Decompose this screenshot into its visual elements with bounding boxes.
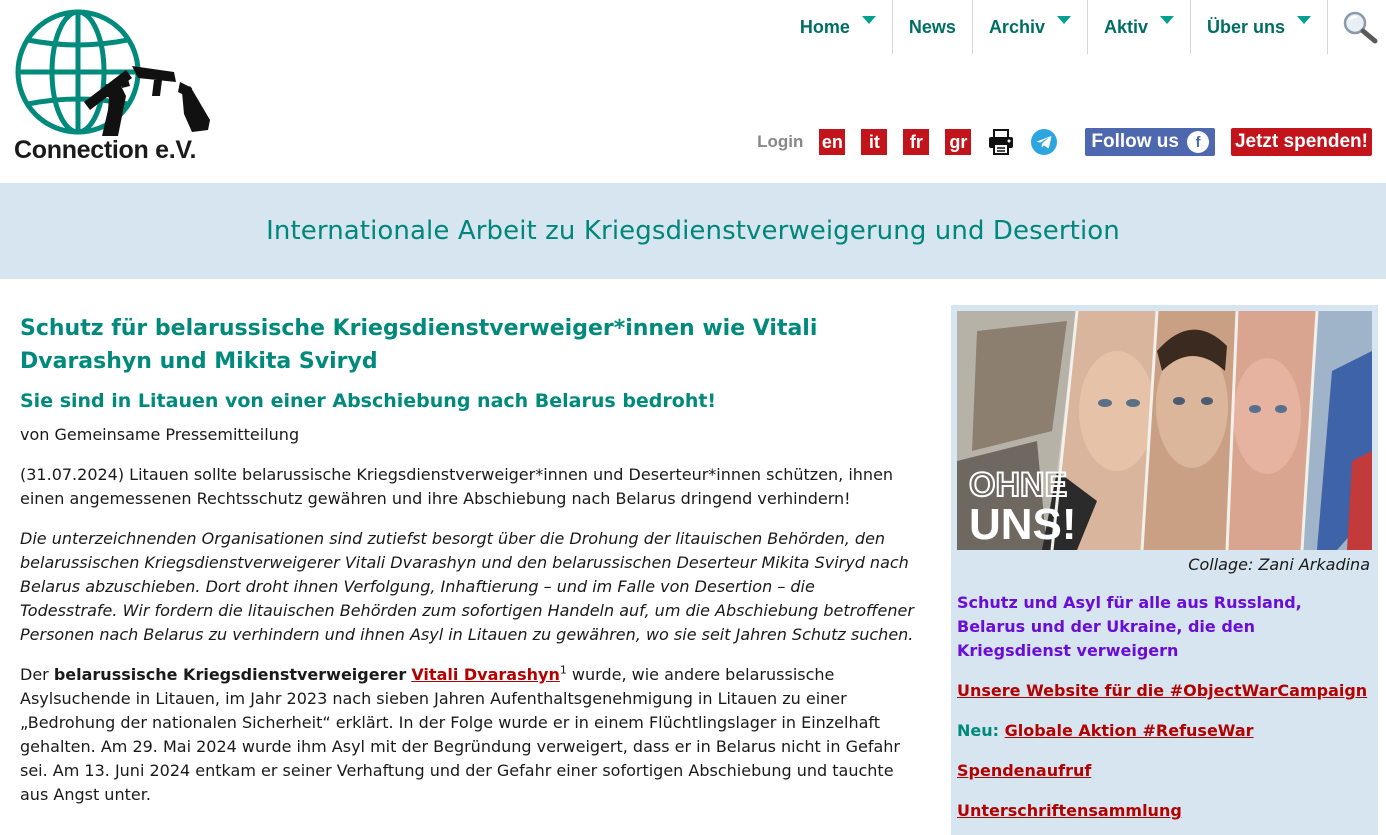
collage-text-line1: OHNE <box>969 466 1068 504</box>
collage-text-line2: UNS! <box>969 500 1077 549</box>
nav-item-label: News <box>908 16 956 37</box>
collage-caption: Collage: Zani Arkadina <box>1188 555 1370 574</box>
article-subtitle: Sie sind in Litauen von einer Abschiebung nach Belarus bedroht! <box>20 390 717 412</box>
sidebar-new-item <box>957 719 1373 743</box>
footnote-1-link[interactable]: 1 <box>559 663 567 677</box>
globe-logo-icon <box>14 6 214 138</box>
language-it-button[interactable]: it <box>861 129 887 155</box>
nav-item-home[interactable] <box>784 0 892 54</box>
caret-down-icon <box>1057 16 1071 24</box>
sidebar-highlight-text: Schutz und Asyl für alle aus Russland, Belarus und der Ukraine, die den Kriegsdienst verweigern <box>957 593 1302 660</box>
nav-item-aktiv[interactable] <box>1087 0 1190 54</box>
donate-button[interactable]: Jetzt spenden! <box>1231 128 1372 156</box>
sidebar <box>951 305 1378 835</box>
language-en-button[interactable]: en <box>819 129 845 155</box>
login-link[interactable]: Login <box>757 132 804 151</box>
unterschriftensammlung-link[interactable]: Unterschriftensammlung <box>957 801 1182 820</box>
paragraph-text: Der <box>20 665 54 684</box>
paragraph-bold-text: belarussische Kriegsdienstverweigerer <box>53 665 407 684</box>
article-byline: von Gemeinsame Pressemitteilung <box>20 425 300 444</box>
collage-image[interactable] <box>957 311 1372 550</box>
vitali-dvarashyn-link[interactable]: Vitali Dvarashyn <box>411 665 560 684</box>
site-tagline: Internationale Arbeit zu Kriegsdienstverweigerung und Desertion <box>266 216 1120 246</box>
nav-item-ueber-uns[interactable] <box>1190 0 1327 54</box>
article-quote: Die unterzeichnenden Organisationen sind zutiefst besorgt über die Drohung der litauischen Behörden, den belarussischen Kriegsdienstverweigerer Vitali Dvarashyn und den belarussischen Deserteur Mikita Sviryd nach Belarus abzuschieben. Dort droht ihnen Verfolgung, Inhaftierung – und im Falle von Desertion – die Todesstrafe. Wir fordern die litauischen Behörden zum sofortigen Handeln auf, um die Abschiebung betroffener Personen nach Belarus zu verhindern und ihnen Asyl in Litauen zu gewähren, wo sie seit Jahren Schutz suchen. <box>20 529 914 644</box>
caret-down-icon <box>1297 16 1311 24</box>
site-logo[interactable] <box>14 6 214 166</box>
article-content <box>20 312 915 807</box>
tagline-banner <box>0 183 1386 279</box>
follow-us-facebook-button[interactable] <box>1085 128 1215 156</box>
sidebar-campaign-item <box>957 679 1373 703</box>
caret-down-icon <box>862 16 876 24</box>
paragraph-text: wurde, wie andere belarussische Asylsuchende in Litauen, im Jahr 2023 nach sieben Jahren Aufenthaltsgenehmigung in Litauen zu einer „Bedrohung der nationalen Sicherheit“ erklärt. In der Folge wurde er in einem Flüchtlingslager in Einzelhaft gehalten. Am 29. Mai 2024 wurde ihm Asyl mit der Begründung verweigert, dass er in Belarus nicht in Gefahr sei. Am 13. Juni 2024 entkam er seiner Verhaftung und der Gefahr einer sofortigen Abschiebung und tauchte aus Angst unter. <box>20 665 900 804</box>
printer-icon <box>987 128 1015 156</box>
refusewar-link[interactable]: Globale Aktion #RefuseWar <box>1004 721 1254 740</box>
collage-artwork <box>957 311 1372 550</box>
caret-down-icon <box>1160 16 1174 24</box>
telegram-button[interactable] <box>1031 129 1057 155</box>
print-button[interactable] <box>987 128 1015 156</box>
nav-item-archiv[interactable] <box>972 0 1087 54</box>
logo-wordmark: Connection e.V. <box>14 136 197 164</box>
main-navigation <box>784 0 1386 54</box>
language-fr-button[interactable]: fr <box>903 129 929 155</box>
nav-item-label: Archiv <box>988 16 1045 37</box>
follow-us-label: Follow us <box>1091 131 1179 152</box>
nav-item-label: Aktiv <box>1103 16 1148 37</box>
search-button[interactable] <box>1327 0 1386 54</box>
header-toolbar <box>757 127 1372 157</box>
spendenaufruf-link[interactable]: Spendenaufruf <box>957 761 1092 780</box>
magnifier-icon <box>1342 10 1378 44</box>
new-label: Neu: <box>957 721 1000 740</box>
nav-item-label: Über uns <box>1206 16 1285 37</box>
nav-item-label: Home <box>799 16 850 37</box>
sidebar-donation-item <box>957 759 1373 783</box>
article-title: Schutz für belarussische Kriegsdienstverweiger*innen wie Vitali Dvarashyn und Mikita Sviryd <box>20 316 818 374</box>
telegram-icon <box>1031 129 1057 155</box>
objectwarcampaign-link[interactable]: Unsere Website für die #ObjectWarCampaign <box>957 681 1368 700</box>
article-paragraph <box>20 663 915 807</box>
facebook-icon: f <box>1187 131 1209 153</box>
nav-item-news[interactable] <box>892 0 972 54</box>
article-lead: (31.07.2024) Litauen sollte belarussische Kriegsdienstverweiger*innen und Deserteur*innen schützen, ihnen einen angemessenen Rechtsschutz gewähren und ihre Abschiebung nach Belarus dringend verhindern! <box>20 465 894 508</box>
language-gr-button[interactable]: gr <box>945 129 971 155</box>
sidebar-petition-item <box>957 799 1373 823</box>
